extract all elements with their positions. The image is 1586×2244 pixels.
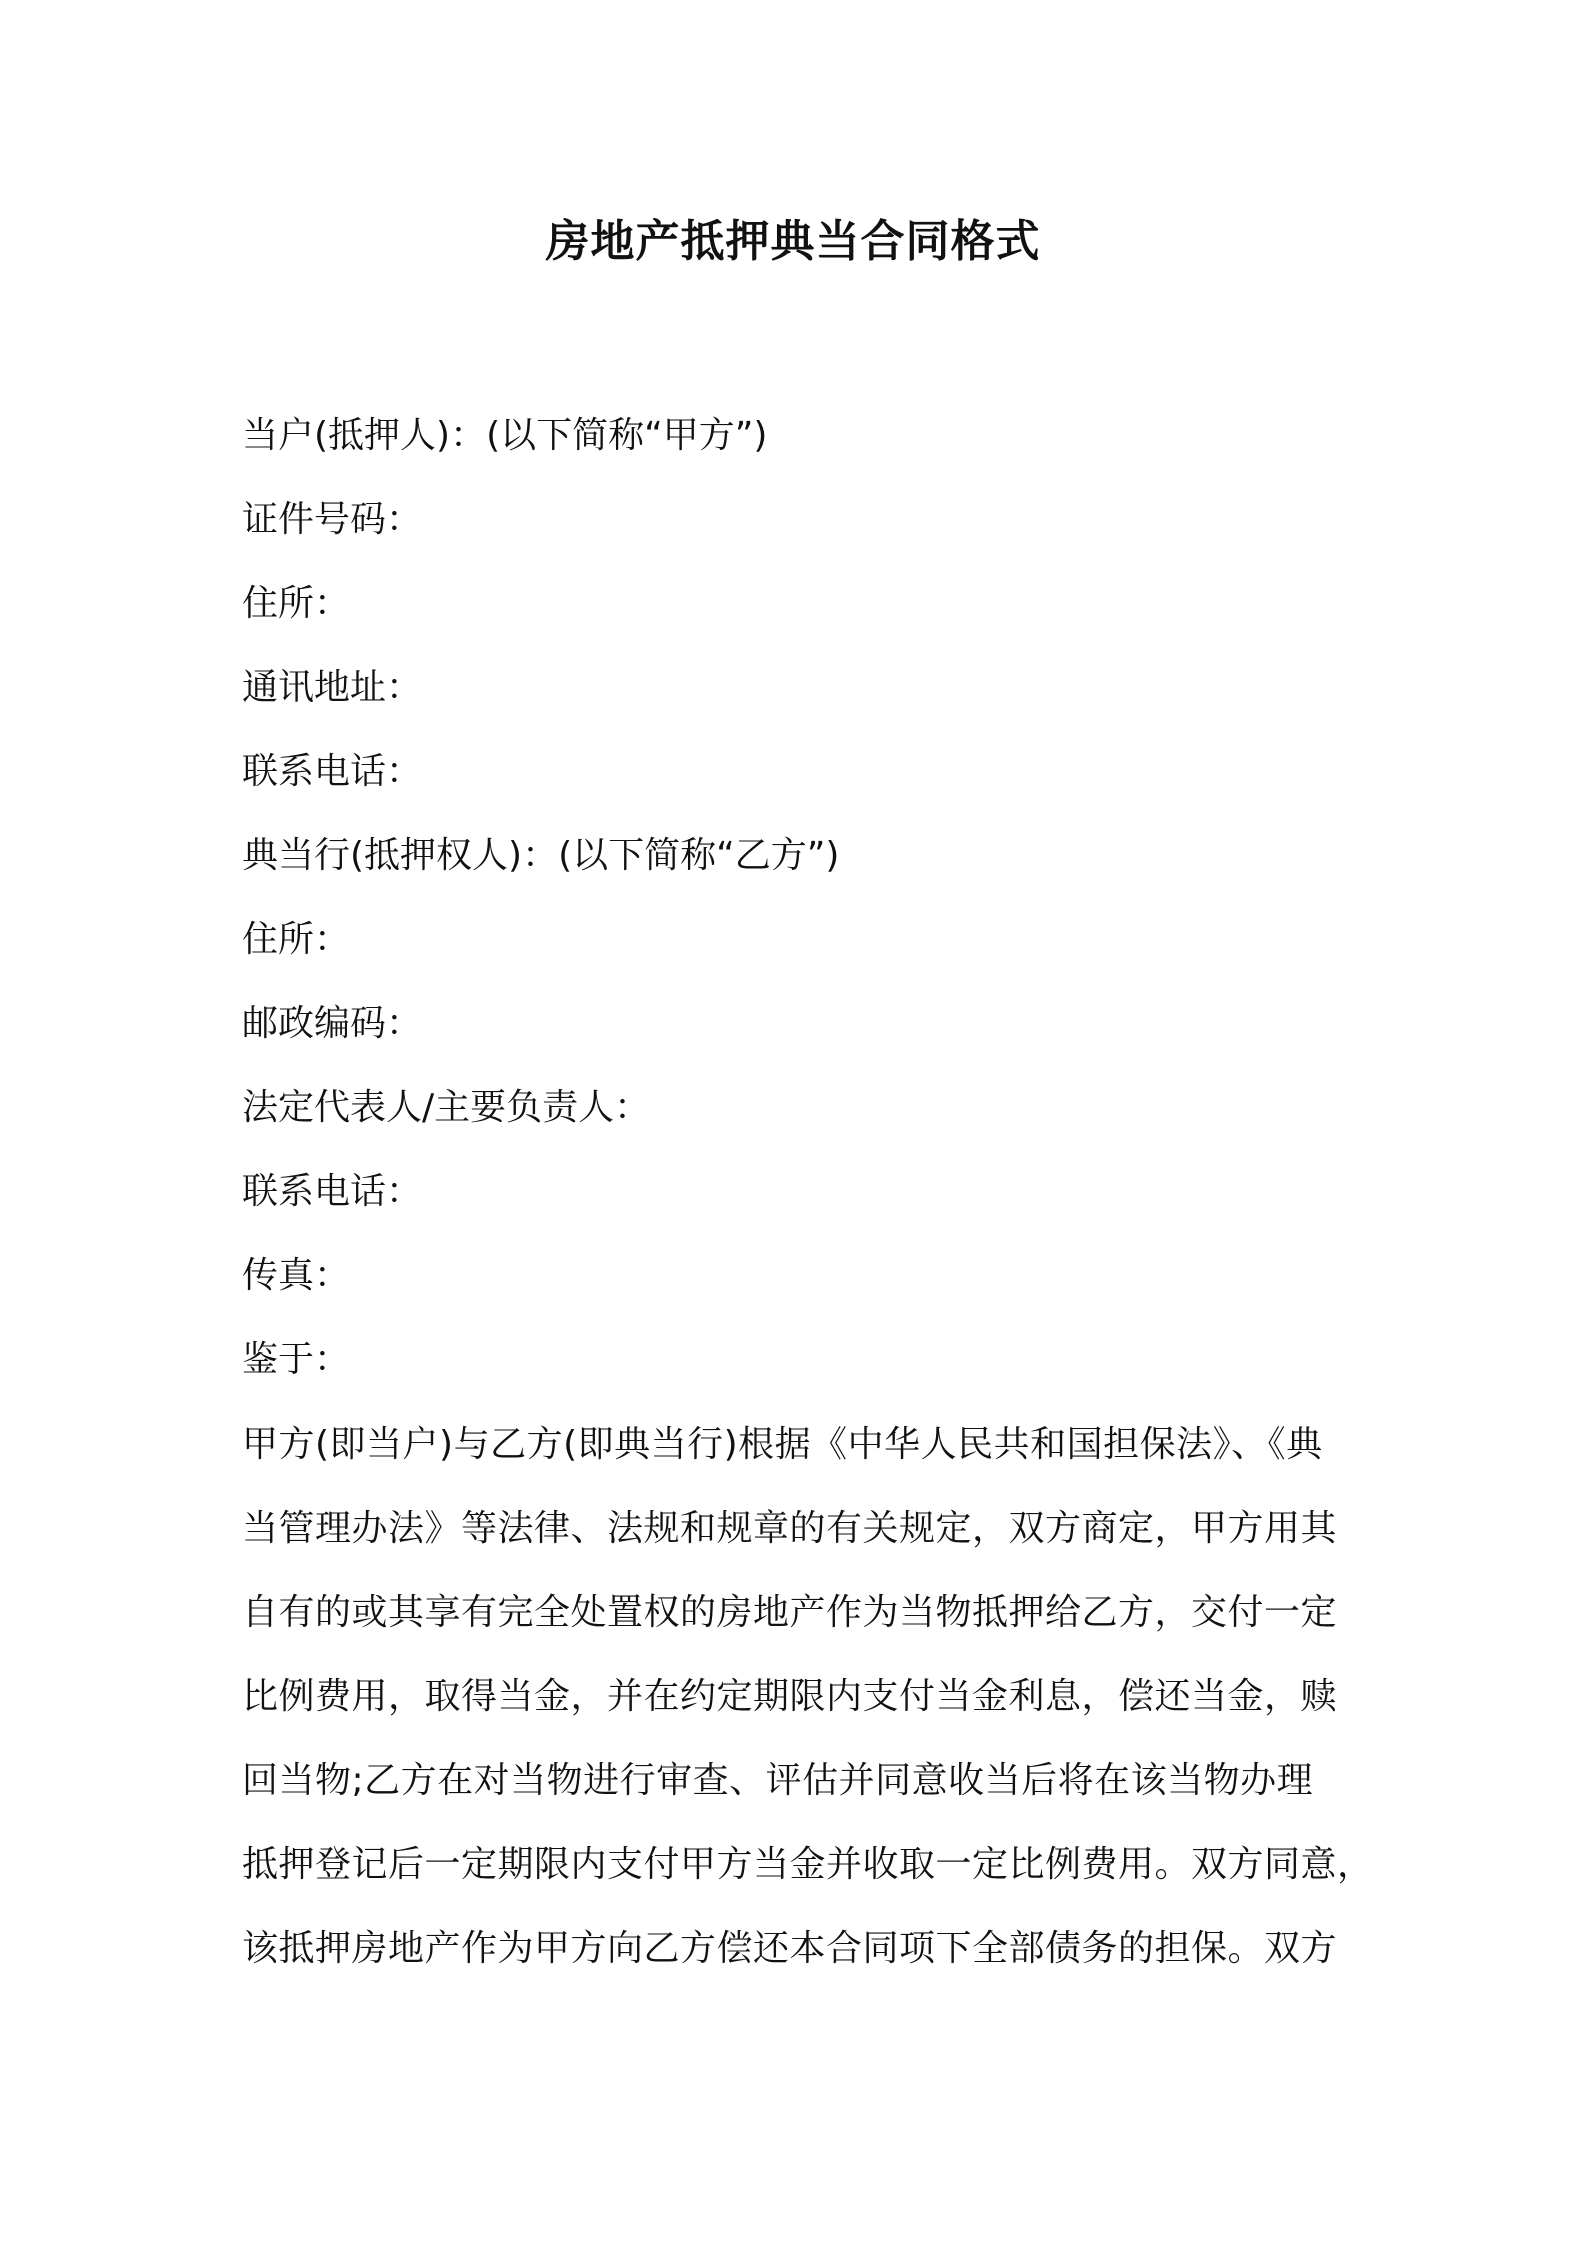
field-pawner-address: 住所： bbox=[242, 583, 351, 624]
party-fields bbox=[242, 408, 1362, 1416]
paragraph-line: 甲方(即当户)与乙方(即典当行)根据《中华人民共和国担保法》、《典 bbox=[242, 1424, 1323, 1465]
paragraph-line: 自有的或其享有完全处置权的房地产作为当物抵押给乙方，交付一定 bbox=[242, 1592, 1338, 1633]
document-title: 房地产抵押典当合同格式 bbox=[545, 216, 1041, 267]
field-pawnshop: 典当行(抵押权人)：(以下简称“乙方”) bbox=[242, 835, 840, 876]
field-pawner-phone: 联系电话： bbox=[242, 751, 423, 792]
field-fax: 传真： bbox=[242, 1255, 351, 1296]
field-whereas: 鉴于： bbox=[242, 1339, 351, 1380]
field-id-number: 证件号码： bbox=[242, 499, 423, 540]
paragraph-line: 回当物;乙方在对当物进行审查、评估并同意收当后将在该当物办理 bbox=[242, 1760, 1314, 1801]
paragraph-line: 该抵押房地产作为甲方向乙方偿还本合同项下全部债务的担保。双方 bbox=[242, 1928, 1338, 1969]
paragraph-line: 抵押登记后一定期限内支付甲方当金并收取一定比例费用。双方同意， bbox=[242, 1844, 1374, 1885]
field-pawnshop-address: 住所： bbox=[242, 919, 351, 960]
field-pawner: 当户(抵押人)：(以下简称“甲方”) bbox=[242, 415, 768, 456]
field-mailing-address: 通讯地址： bbox=[242, 667, 423, 708]
paragraph-line: 当管理办法》等法律、法规和规章的有关规定，双方商定，甲方用其 bbox=[242, 1508, 1338, 1549]
whereas-paragraph bbox=[242, 1417, 1374, 2005]
paragraph-line: 比例费用，取得当金，并在约定期限内支付当金利息，偿还当金，赎 bbox=[242, 1676, 1338, 1717]
field-postal-code: 邮政编码： bbox=[242, 1003, 423, 1044]
field-pawnshop-phone: 联系电话： bbox=[242, 1171, 423, 1212]
field-legal-representative: 法定代表人/主要负责人： bbox=[242, 1087, 651, 1128]
